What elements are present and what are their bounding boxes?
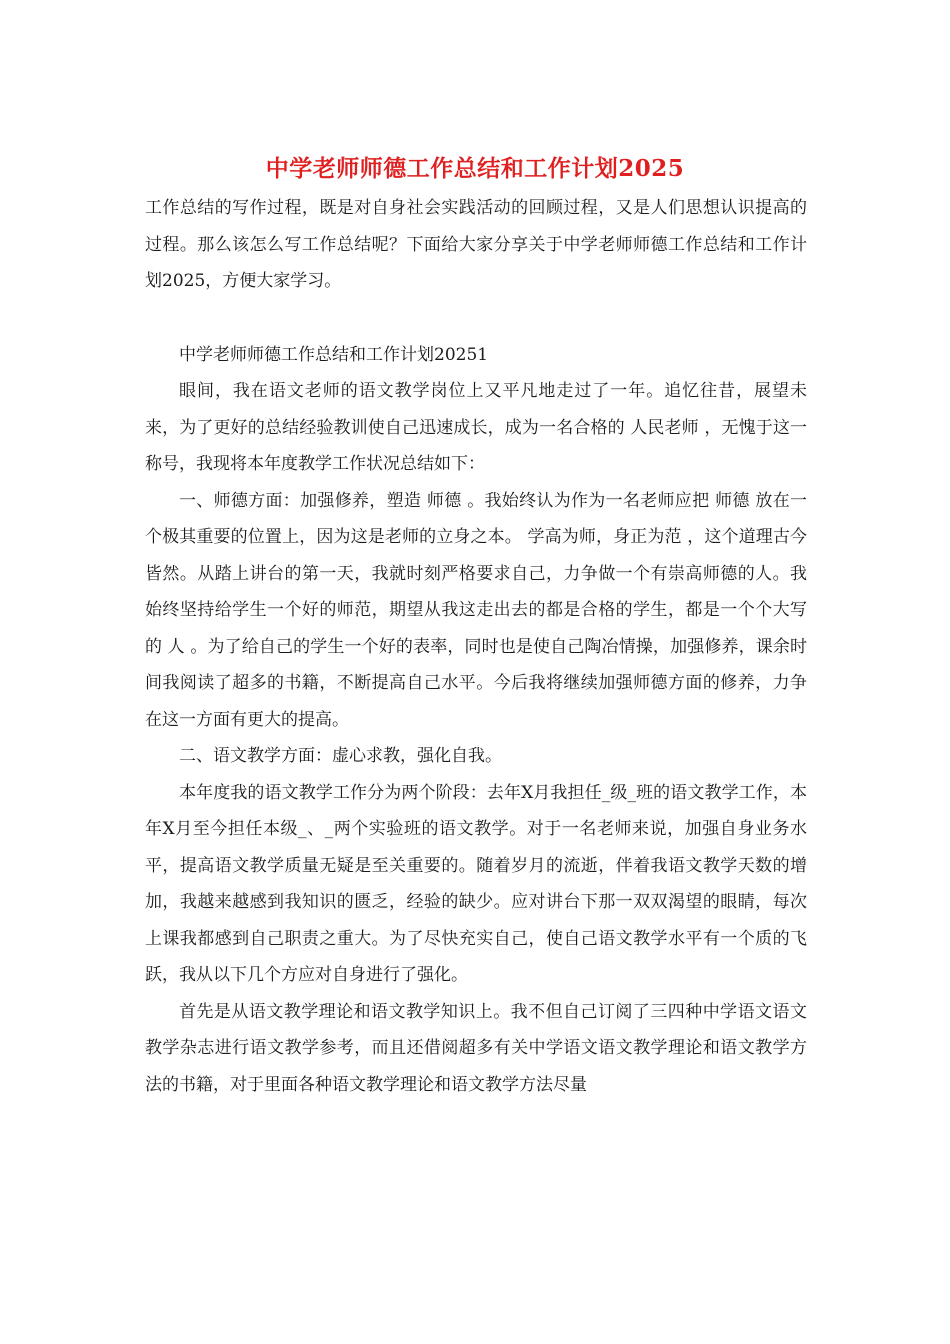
- body-paragraph: 首先是从语文教学理论和语文教学知识上。我不但自己订阅了三四种中学语文语文教学杂志进行语文教学参考，而且还借阅超多有关中学语文语文教学理论和语文教学方法的书籍，对于里面各种语文教学理论和语文教学方法尽量: [145, 1001, 807, 1095]
- intro-paragraph: 工作总结的写作过程，既是对自身社会实践活动的回顾过程，又是人们思想认识提高的过程。那么该怎么写工作总结呢？下面给大家分享关于中学老师师德工作总结和工作计划2025，方便大家学习。: [145, 198, 807, 291]
- body-paragraph: 二、语文教学方面：虚心求教，强化自我。: [179, 746, 502, 766]
- document-title: 中学老师师德工作总结和工作计划2025: [265, 155, 685, 182]
- section-heading: 中学老师师德工作总结和工作计划20251: [179, 344, 489, 365]
- body-paragraph: 本年度我的语文教学工作分为两个阶段：去年X月我担任_级_班的语文教学工作，本年X月至今担任本级_、_两个实验班的语文教学。对于一名老师来说，加强自身业务水平，提高语文教学质量无疑是至关重要的。随着岁月的流逝，伴着我语文教学天数的增加，我越来越感到我知识的匮乏，经验的缺少。应对讲台下那一双双渴望的眼睛，每次上课我都感到自己职责之重大。为了尽快充实自己，使自己语文教学水平有一个质的飞跃，我从以下几个方应对自身进行了强化。: [145, 782, 807, 985]
- body-paragraph: 一、师德方面：加强修养，塑造 师德 。我始终认为作为一名老师应把 师德 放在一个极其重要的位置上，因为这是老师的立身之本。 学高为师，身正为范 ，这个道理古今皆然。从踏上讲台的第一天，我就时刻严格要求自己，力争做一个有崇高师德的人。我始终坚持给学生一个好的师范，期望从我这走出去的都是合格的学生，都是一个个大写的 人 。为了给自己的学生一个好的表率，同时也是使自己陶冶情操，加强修养，课余时间我阅读了超多的书籍，不断提高自己水平。今后我将继续加强师德方面的修养，力争在这一方面有更大的提高。: [145, 490, 807, 730]
- document-body: [145, 190, 807, 1103]
- body-paragraph: 眼间，我在语文老师的语文教学岗位上又平凡地走过了一年。追忆往昔，展望未来，为了更好的总结经验教训使自己迅速成长，成为一名合格的 人民老师 ，无愧于这一称号，我现将本年度教学工作状况总结如下：: [145, 381, 807, 474]
- paragraph-gap: [145, 300, 807, 337]
